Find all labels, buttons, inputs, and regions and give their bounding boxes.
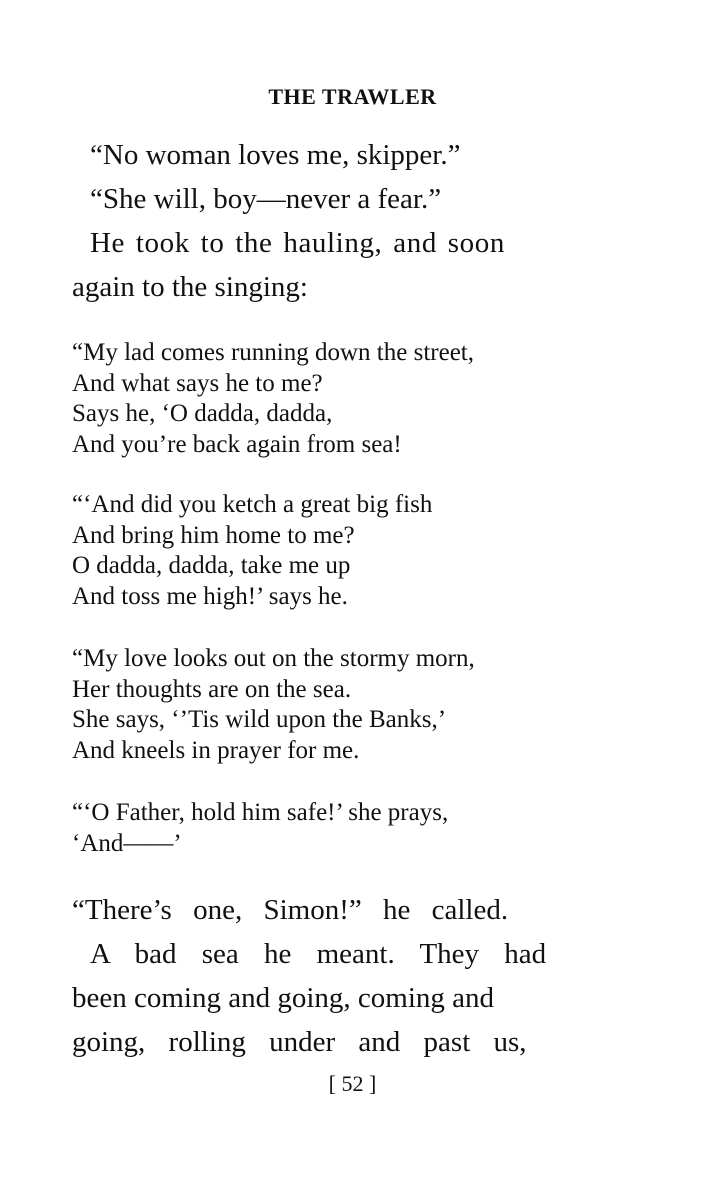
prose-line: “There’s one, Simon!” he called. bbox=[72, 894, 509, 926]
verse-line: And what says he to me? bbox=[72, 369, 323, 397]
prose-line: He took to the hauling, and soon bbox=[90, 227, 505, 259]
verse-line: “‘And did you ketch a great big fish bbox=[72, 491, 433, 518]
verse-stanza bbox=[72, 338, 632, 460]
verse-stanza bbox=[72, 798, 632, 859]
prose-line: going, rolling under and past us, bbox=[72, 1026, 527, 1058]
verse-line: Her thoughts are on the sea. bbox=[72, 675, 352, 703]
prose-line: again to the singing: bbox=[72, 271, 308, 303]
bottom-prose bbox=[72, 888, 606, 1064]
verse-line: She says, ‘’Tis wild upon the Banks,’ bbox=[72, 706, 447, 733]
verse-line: “My lad comes running down the street, bbox=[72, 339, 474, 366]
verse-line: And bring him home to me? bbox=[72, 521, 355, 549]
prose-line: A bad sea he meant. They had bbox=[90, 938, 547, 970]
page-number: [ 52 ] bbox=[328, 1071, 377, 1096]
verse-line: And toss me high!’ says he. bbox=[72, 582, 348, 610]
verse-line: “My love looks out on the stormy morn, bbox=[72, 645, 475, 672]
prose-line: “She will, boy—never a fear.” bbox=[90, 183, 442, 215]
verse-line: ‘And——’ bbox=[72, 829, 182, 857]
prose-line: “No woman loves me, skipper.” bbox=[90, 139, 461, 171]
verse-line: “‘O Father, hold him safe!’ she prays, bbox=[72, 799, 449, 826]
verse-line: And kneels in prayer for me. bbox=[72, 736, 360, 764]
verse-line: And you’re back again from sea! bbox=[72, 430, 402, 458]
running-head: THE TRAWLER bbox=[268, 84, 437, 109]
top-prose bbox=[72, 133, 606, 309]
verse-stanza bbox=[72, 490, 632, 612]
verse-line: O dadda, dadda, take me up bbox=[72, 552, 351, 579]
verse-stanza bbox=[72, 644, 632, 766]
verse-line: Says he, ‘O dadda, dadda, bbox=[72, 400, 333, 427]
prose-line: been coming and going, coming and bbox=[72, 982, 495, 1014]
